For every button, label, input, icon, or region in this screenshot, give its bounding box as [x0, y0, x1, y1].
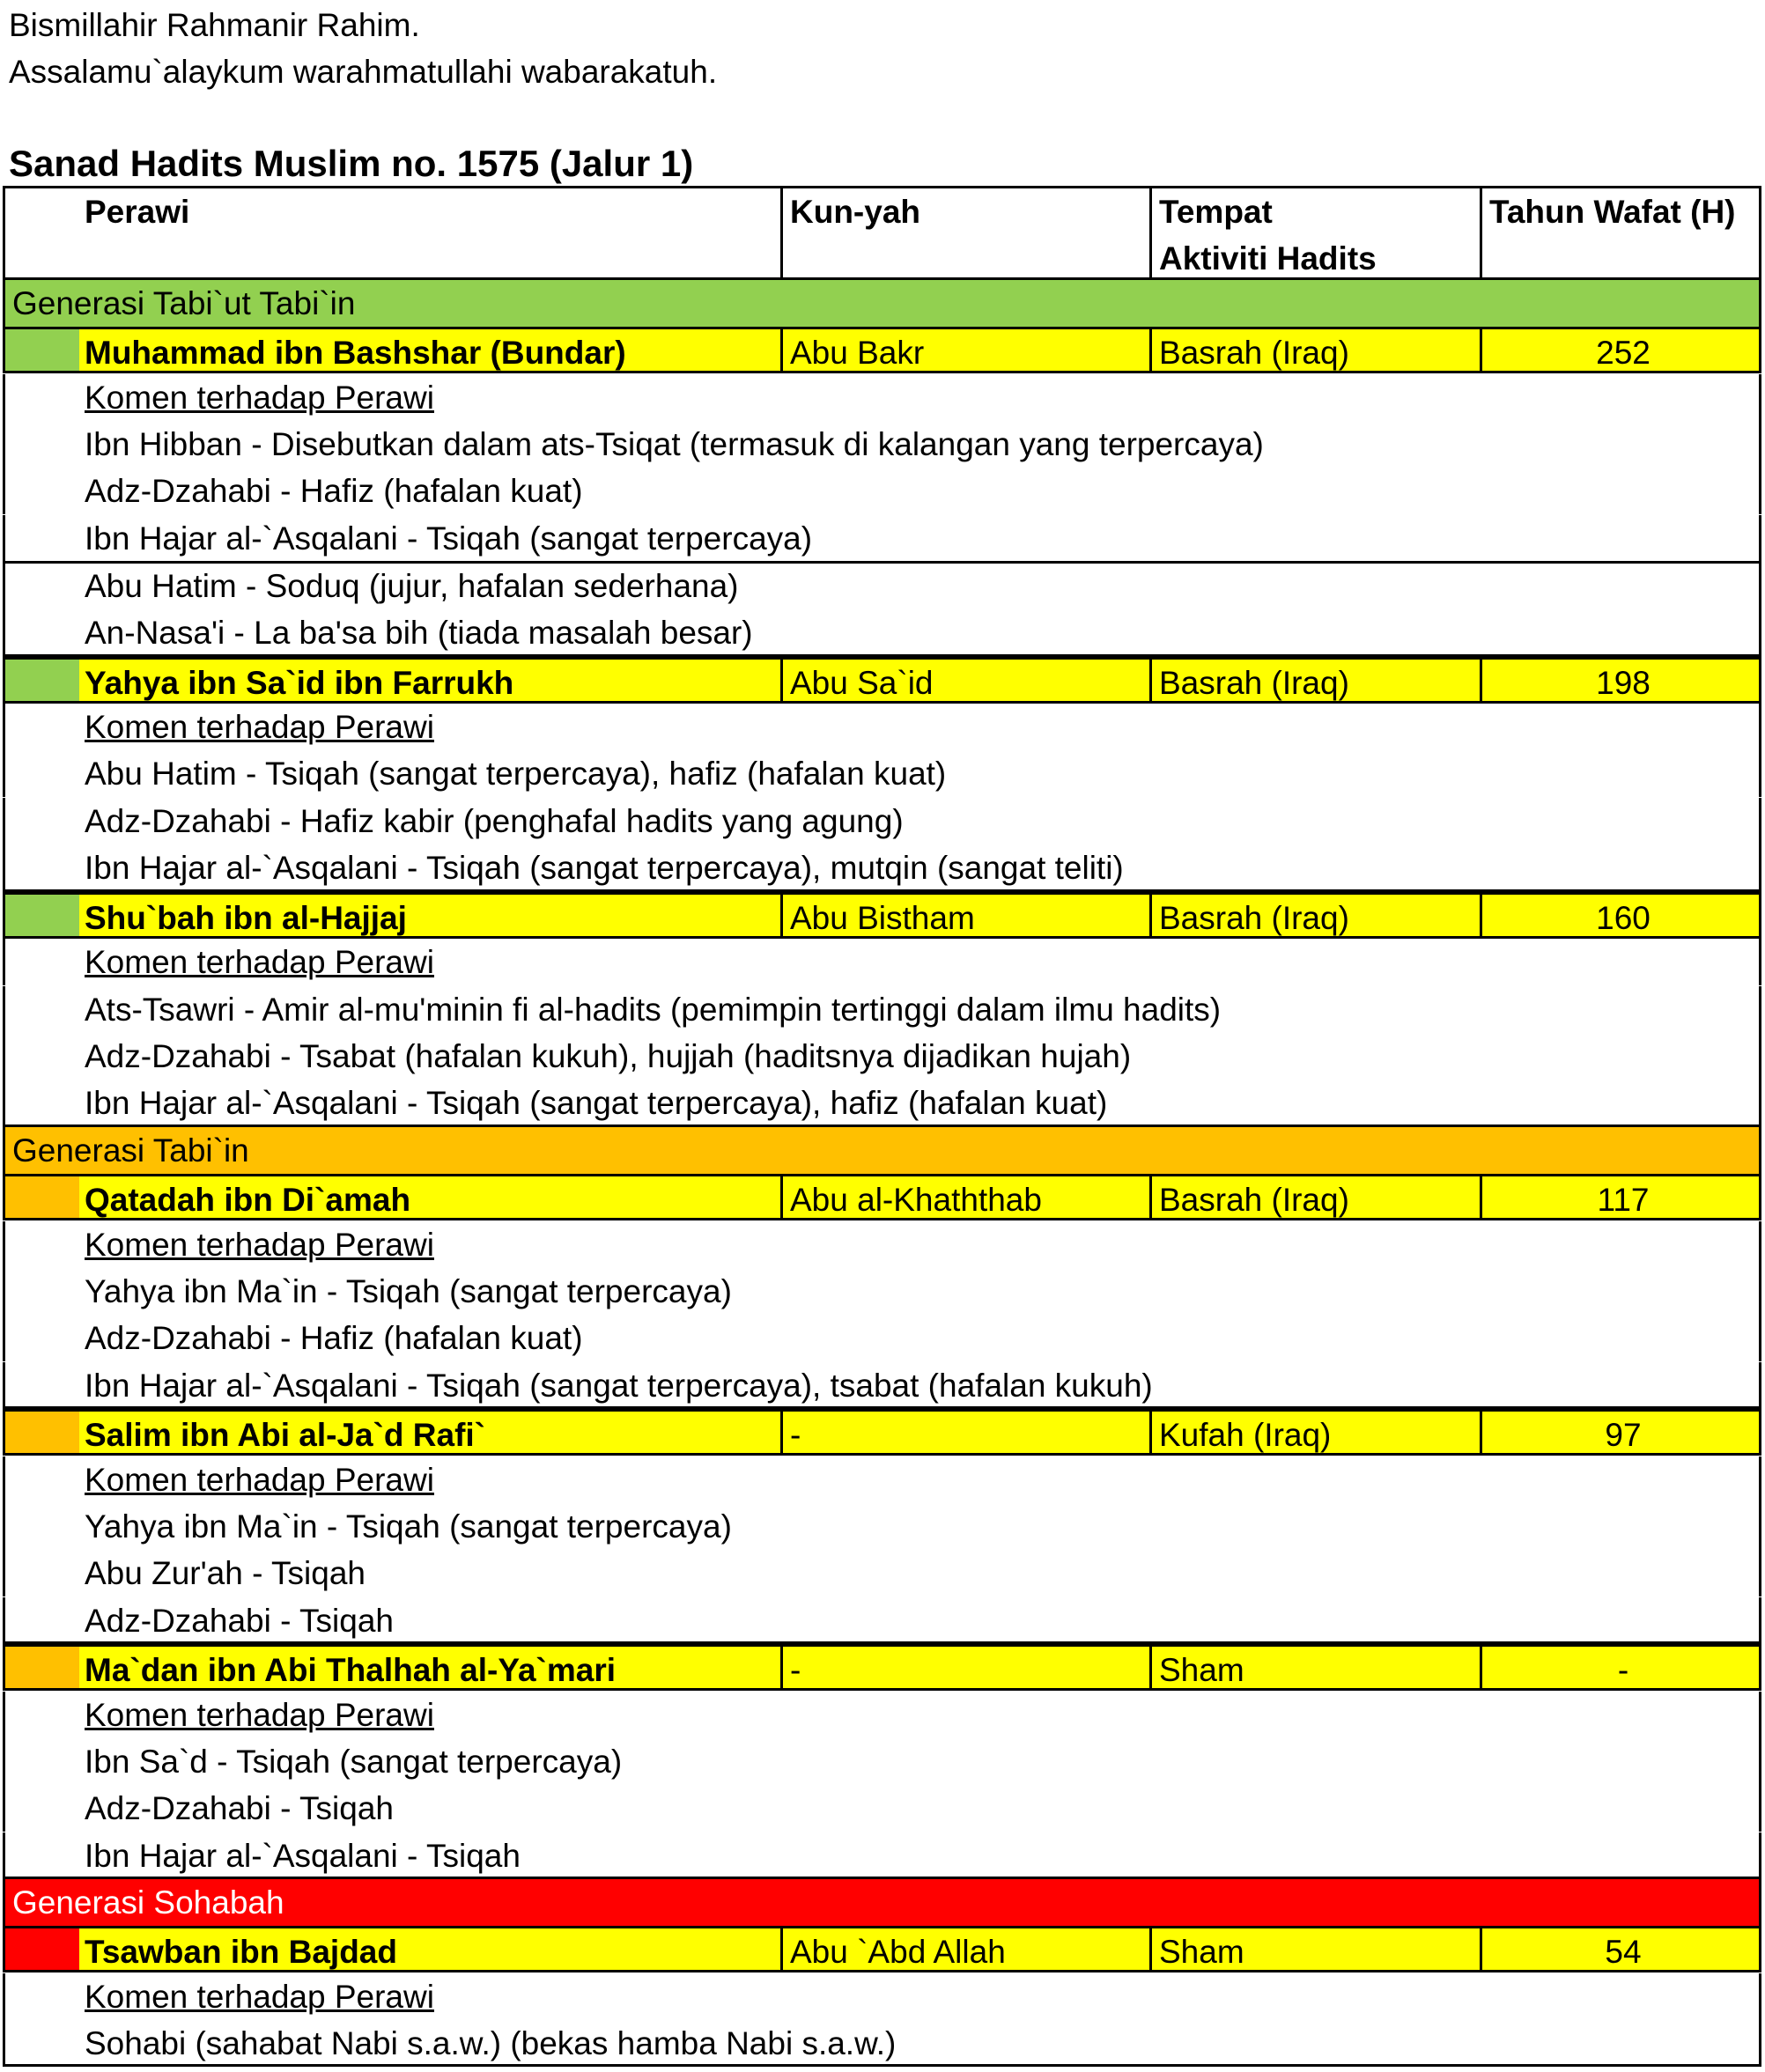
narrator-name-cell [5, 1412, 780, 1453]
narrator-name-cell [5, 895, 780, 936]
header-tempat-line-1: Tempat [1159, 194, 1273, 230]
comment-line: Adz-Dzahabi - Tsabat (hafalan kukuh), hujjah (haditsnya dijadikan hujah) [3, 1033, 1761, 1080]
narrator-row [3, 327, 1761, 373]
generation-label: Generasi Tabi`ut Tabi`in [12, 285, 356, 321]
generation-marker [5, 1647, 79, 1688]
narrator-name-cell [5, 660, 780, 701]
table-header [3, 186, 1761, 280]
comment-line: Ibn Hajar al-`Asqalani - Tsiqah (sangat terpercaya) [3, 515, 1761, 562]
narrator-name: Qatadah ibn Di`amah [85, 1182, 411, 1218]
narrator-tahun: 252 [1480, 329, 1764, 371]
header-tahun: Tahun Wafat (H) [1480, 188, 1764, 277]
comment-line: Adz-Dzahabi - Tsiqah [3, 1785, 1761, 1832]
narrator-kunyah: Abu `Abd Allah [780, 1928, 1149, 1970]
sanad-table [3, 186, 1761, 2070]
header-tempat-line-2: Aktiviti Hadits [1159, 240, 1377, 277]
narrator-row [3, 892, 1761, 939]
narrator-name: Salim ibn Abi al-Ja`d Rafi` [85, 1417, 486, 1453]
comment-line: Adz-Dzahabi - Hafiz kabir (penghafal hadits yang agung) [3, 798, 1761, 844]
generation-row-sohabah [3, 1879, 1761, 1926]
comment-line: An-Nasa'i - La ba'sa bih (tiada masalah besar) [3, 609, 1761, 656]
narrator-name-cell [5, 1928, 780, 1970]
comment-line: Adz-Dzahabi - Hafiz (hafalan kuat) [3, 468, 1761, 514]
generation-marker [5, 895, 79, 936]
comment-line: Adz-Dzahabi - Hafiz (hafalan kuat) [3, 1315, 1761, 1361]
generation-label: Generasi Sohabah [12, 1884, 284, 1921]
narrator-kunyah: Abu al-Khaththab [780, 1176, 1149, 1218]
narrator-name: Ma`dan ibn Abi Thalhah al-Ya`mari [85, 1652, 617, 1688]
narrator-kunyah: - [780, 1412, 1149, 1453]
comment-line: Ibn Hajar al-`Asqalani - Tsiqah (sangat terpercaya), mutqin (sangat teliti) [3, 844, 1761, 891]
comment-heading: Komen terhadap Perawi [3, 704, 1761, 750]
greeting-line-1: Bismillahir Rahmanir Rahim. [9, 7, 420, 43]
narrator-tempat: Basrah (Iraq) [1149, 660, 1480, 701]
page-title: Sanad Hadits Muslim no. 1575 (Jalur 1) [9, 143, 694, 184]
narrator-tahun: 97 [1480, 1412, 1764, 1453]
generation-label: Generasi Tabi`in [12, 1132, 249, 1169]
comment-line: Yahya ibn Ma`in - Tsiqah (sangat terpercaya) [3, 1503, 1761, 1550]
comment-line: Abu Hatim - Tsiqah (sangat terpercaya), hafiz (hafalan kuat) [3, 750, 1761, 797]
narrator-tempat: Basrah (Iraq) [1149, 895, 1480, 936]
comment-line: Ibn Hajar al-`Asqalani - Tsiqah (sangat terpercaya), tsabat (hafalan kukuh) [3, 1362, 1761, 1409]
comment-heading: Komen terhadap Perawi [3, 1456, 1761, 1503]
narrator-kunyah: Abu Bistham [780, 895, 1149, 936]
narrator-tempat: Sham [1149, 1928, 1480, 1970]
narrator-name: Tsawban ibn Bajdad [85, 1934, 397, 1970]
comment-line: Ibn Hibban - Disebutkan dalam ats-Tsiqat (termasuk di kalangan yang terpercaya) [3, 421, 1761, 468]
narrator-name: Muhammad ibn Bashshar (Bundar) [85, 335, 626, 371]
narrator-row [3, 657, 1761, 704]
narrator-tempat: Kufah (Iraq) [1149, 1412, 1480, 1453]
generation-marker [5, 1928, 79, 1970]
generation-marker [5, 660, 79, 701]
narrator-tempat: Sham [1149, 1647, 1480, 1688]
generation-marker [5, 329, 79, 371]
comment-line: Ibn Hajar al-`Asqalani - Tsiqah (sangat terpercaya), hafiz (hafalan kuat) [3, 1080, 1761, 1126]
comment-line: Abu Hatim - Soduq (jujur, hafalan sederhana) [3, 563, 1761, 609]
comment-line: Abu Zur'ah - Tsiqah [3, 1550, 1761, 1596]
narrator-kunyah: - [780, 1647, 1149, 1688]
narrator-tahun: 160 [1480, 895, 1764, 936]
greeting-line-2: Assalamu`alaykum warahmatullahi wabarakatuh. [9, 54, 718, 90]
generation-row-tabiut-tabiin [3, 280, 1761, 327]
narrator-row [3, 1409, 1761, 1456]
narrator-name-cell [5, 1647, 780, 1688]
comment-line: Yahya ibn Ma`in - Tsiqah (sangat terpercaya) [3, 1268, 1761, 1315]
generation-marker [5, 1412, 79, 1453]
comment-line: Ats-Tsawri - Amir al-mu'minin fi al-hadits (pemimpin tertinggi dalam ilmu hadits) [3, 986, 1761, 1033]
narrator-name-cell [5, 1176, 780, 1218]
generation-row-tabiin [3, 1127, 1761, 1174]
comment-line: Ibn Sa`d - Tsiqah (sangat terpercaya) [3, 1738, 1761, 1785]
narrator-name-cell [5, 329, 780, 371]
narrator-name: Yahya ibn Sa`id ibn Farrukh [85, 665, 514, 701]
narrator-tempat: Basrah (Iraq) [1149, 329, 1480, 371]
generation-marker [5, 1176, 79, 1218]
comment-heading: Komen terhadap Perawi [3, 374, 1761, 421]
header-tempat [1149, 188, 1480, 277]
comment-line: Ibn Hajar al-`Asqalani - Tsiqah [3, 1832, 1761, 1879]
comment-heading: Komen terhadap Perawi [3, 1221, 1761, 1268]
narrator-tempat: Basrah (Iraq) [1149, 1176, 1480, 1218]
narrator-row [3, 1926, 1761, 1972]
comment-line: Sohabi (sahabat Nabi s.a.w.) (bekas hamba Nabi s.a.w.) [3, 2020, 1761, 2067]
comment-heading: Komen terhadap Perawi [3, 1692, 1761, 1738]
comment-heading: Komen terhadap Perawi [3, 1973, 1761, 2020]
comment-heading: Komen terhadap Perawi [3, 939, 1761, 985]
narrator-tahun: 117 [1480, 1176, 1764, 1218]
narrator-row [3, 1174, 1761, 1220]
narrator-kunyah: Abu Bakr [780, 329, 1149, 371]
narrator-kunyah: Abu Sa`id [780, 660, 1149, 701]
narrator-tahun: 54 [1480, 1928, 1764, 1970]
narrator-name: Shu`bah ibn al-Hajjaj [85, 900, 407, 936]
narrator-tahun: 198 [1480, 660, 1764, 701]
narrator-row [3, 1644, 1761, 1691]
header-perawi: Perawi [85, 194, 190, 230]
header-kunyah: Kun-yah [780, 188, 1149, 277]
narrator-tahun: - [1480, 1647, 1764, 1688]
comment-line: Adz-Dzahabi - Tsiqah [3, 1597, 1761, 1644]
